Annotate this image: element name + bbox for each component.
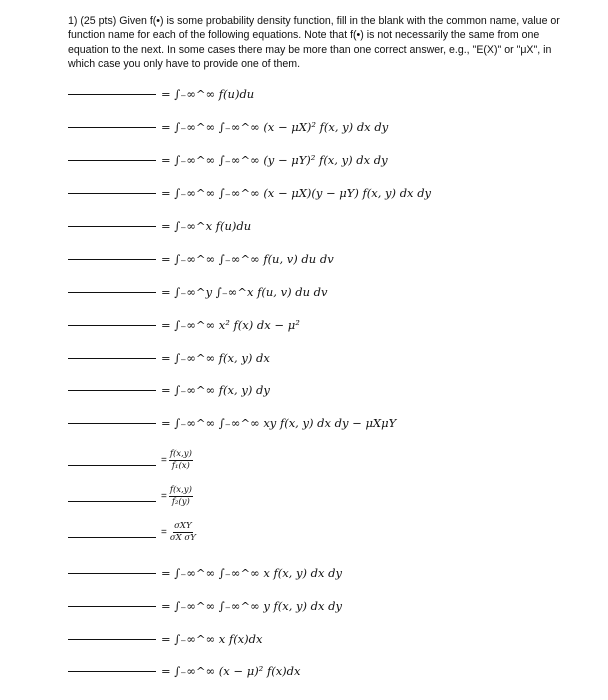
answer-row-4: [68, 183, 588, 209]
equation-10: = ∫₋∞^∞ f(x, y) dy: [161, 383, 270, 397]
equation-8: = ∫₋∞^∞ x² f(x) dx − μ²: [161, 318, 300, 332]
equation-2: = ∫₋∞^∞ ∫₋∞^∞ (x − μX)² f(x, y) dx dy: [161, 120, 389, 134]
answer-blank-7[interactable]: [68, 292, 156, 293]
answer-blank-4[interactable]: [68, 193, 156, 194]
fraction-2: [161, 485, 193, 508]
equation-6: = ∫₋∞^∞ ∫₋∞^∞ f(u, v) du dv: [161, 252, 334, 266]
answer-blank-18[interactable]: [68, 671, 156, 672]
equation-1: = ∫₋∞^∞ f(u)du: [161, 87, 255, 101]
answer-row-14: [68, 521, 588, 553]
fraction-2-numerator: f(x,y): [169, 485, 192, 495]
answer-blank-8[interactable]: [68, 325, 156, 326]
answer-blank-9[interactable]: [68, 358, 156, 359]
answer-blank-10[interactable]: [68, 390, 156, 391]
equation-4: = ∫₋∞^∞ ∫₋∞^∞ (x − μX)(y − μY) f(x, y) dx dy: [161, 186, 432, 200]
answer-row-5: [68, 216, 588, 242]
fraction-3-denominator: σX σY: [169, 533, 196, 543]
equation-5: = ∫₋∞^x f(u)du: [161, 219, 252, 233]
equation-11: = ∫₋∞^∞ ∫₋∞^∞ xy f(x, y) dx dy − μXμY: [161, 416, 397, 430]
answer-blank-3[interactable]: [68, 160, 156, 161]
answer-blank-12[interactable]: [68, 465, 156, 466]
answer-row-11: [68, 413, 588, 439]
answer-row-17: [68, 629, 588, 655]
answer-blank-13[interactable]: [68, 501, 156, 502]
answer-row-2: [68, 117, 588, 143]
answer-row-13: [68, 485, 588, 517]
equation-12: = ∫₋∞^∞ ∫₋∞^∞ x f(x, y) dx dy: [161, 566, 342, 580]
answer-row-6: [68, 249, 588, 275]
fraction-1-denominator: f₁(x): [171, 461, 190, 471]
fraction-3-numerator: σXY: [174, 521, 192, 531]
question-intro: 1) (25 pts) Given f(•) is some probability density function, fill in the blank with the common name, value or function name for each of the following equations. Note that f(•) is not necessarily the same from one equation to the next. In some cases there may be more than one correct answer, e.g., "E(X)" or "μX", in which case you only have to provide one of them.: [68, 15, 560, 71]
answer-blank-16[interactable]: [68, 606, 156, 607]
answer-row-8: [68, 315, 588, 341]
equals-sign: =: [161, 491, 167, 502]
answer-row-3: [68, 150, 588, 176]
answer-blank-1[interactable]: [68, 94, 156, 95]
fraction-2-denominator: f₂(y): [171, 497, 190, 507]
answer-row-16: [68, 596, 588, 622]
fraction-1: [161, 449, 193, 472]
answer-blank-17[interactable]: [68, 639, 156, 640]
equation-3: = ∫₋∞^∞ ∫₋∞^∞ (y − μY)² f(x, y) dx dy: [161, 153, 388, 167]
equals-sign: =: [161, 455, 167, 466]
equation-7: = ∫₋∞^y ∫₋∞^x f(u, v) du dv: [161, 285, 328, 299]
fraction-3: [161, 521, 197, 544]
answer-row-1: [68, 84, 588, 110]
answer-row-7: [68, 282, 588, 308]
answer-blank-14[interactable]: [68, 537, 156, 538]
equation-9: = ∫₋∞^∞ f(x, y) dx: [161, 351, 270, 365]
answer-row-18: [68, 661, 588, 687]
answer-blank-6[interactable]: [68, 259, 156, 260]
answer-blank-5[interactable]: [68, 226, 156, 227]
answer-row-15: [68, 563, 588, 589]
equation-15: = ∫₋∞^∞ (x − μ)² f(x)dx: [161, 664, 301, 678]
answer-blank-11[interactable]: [68, 423, 156, 424]
answer-row-10: [68, 380, 588, 406]
answer-row-12: [68, 449, 588, 481]
equation-14: = ∫₋∞^∞ x f(x)dx: [161, 632, 263, 646]
answer-blank-15[interactable]: [68, 573, 156, 574]
equals-sign: =: [161, 527, 167, 538]
fraction-1-numerator: f(x,y): [169, 449, 192, 459]
equation-13: = ∫₋∞^∞ ∫₋∞^∞ y f(x, y) dx dy: [161, 599, 343, 613]
answer-blank-2[interactable]: [68, 127, 156, 128]
answer-row-9: [68, 348, 588, 374]
